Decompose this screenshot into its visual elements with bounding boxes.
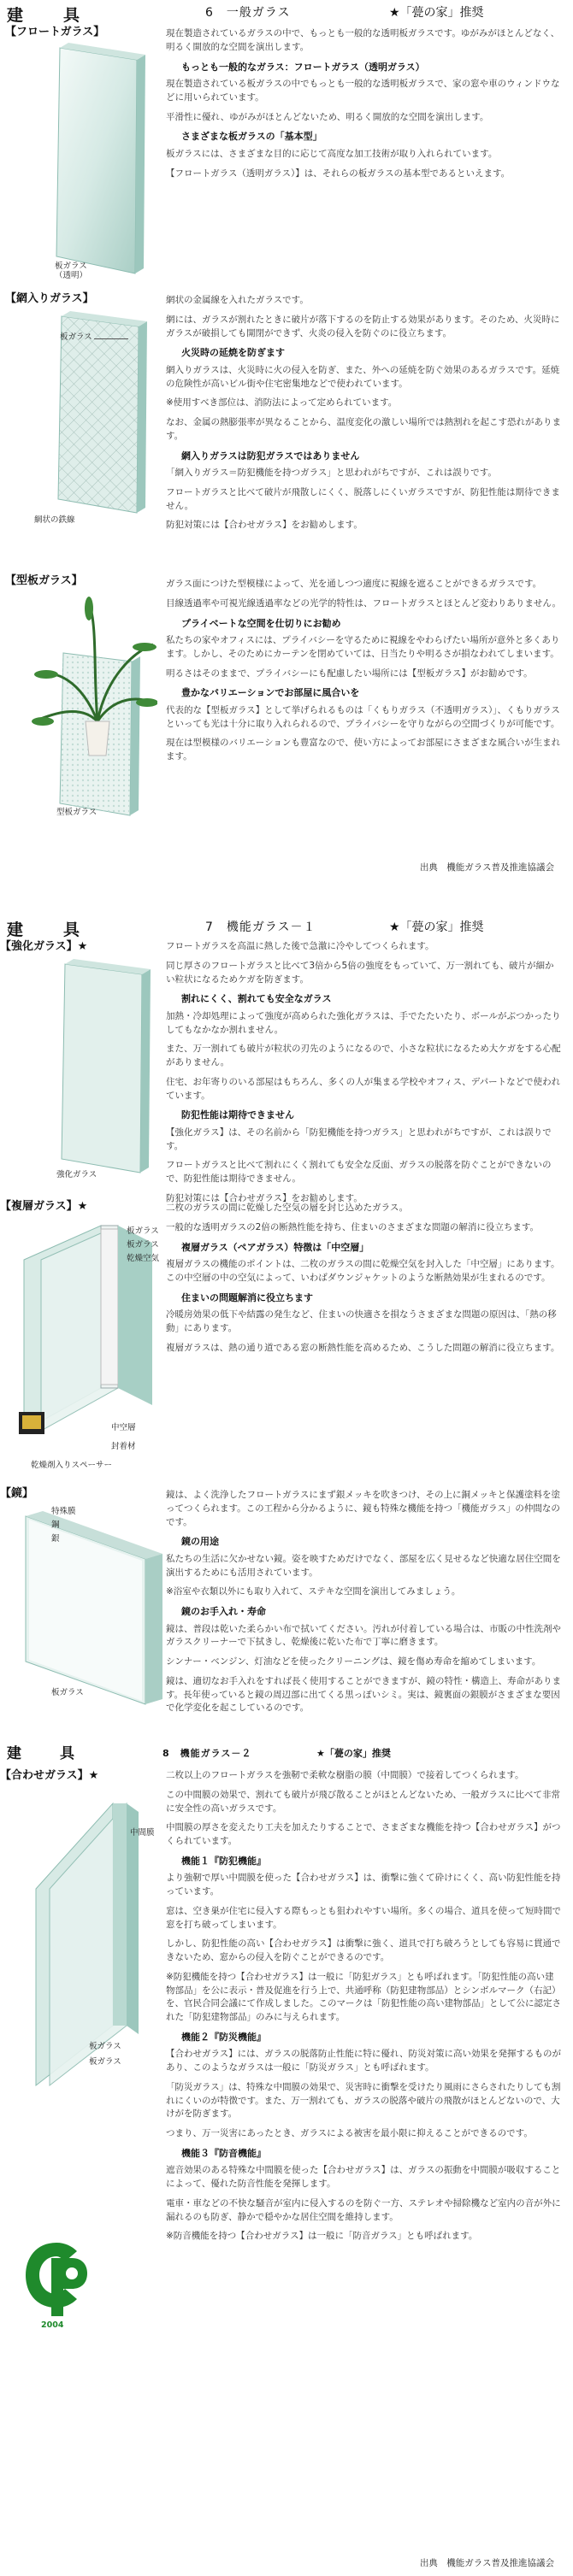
patterned-glass-text: [166, 578, 561, 770]
paragraph: 二枚以上のフロートガラスを強靭で柔軟な樹脂の膜（中間膜）で接着してつくられます。: [166, 1770, 524, 1780]
leader-line: [94, 338, 128, 339]
paragraph: 板ガラスには、さまざまな目的に応じて高度な加工技術が取り入れられています。: [166, 148, 498, 159]
tempered-glass-illustration: [31, 959, 159, 1181]
source-credit: 出典 機能ガラス普及推進協議会: [419, 862, 554, 873]
wired-glass-text: [166, 294, 561, 538]
side-air-layer: 中空層: [111, 1423, 136, 1432]
label-patterned-glass: 【型板ガラス】: [5, 574, 83, 587]
paragraph: 【強化ガラス】は、その名前から「防犯機能を持つガラス」と思われがちですが、これは誤りです。: [166, 1126, 552, 1151]
paragraph: 複層ガラスは、熱の通り道である窓の断熱性能を高めるため、こうした問題の解消に役立ちます。: [166, 1342, 560, 1353]
side-laminated-glass-a: 板ガラス: [89, 2042, 121, 2051]
label-float-glass: 【フロートガラス】: [5, 26, 105, 38]
subheading: 鏡の用途: [181, 1536, 219, 1548]
paragraph: 鏡は、適切なお手入れをすれば長く使用することができますが、鏡の特性・構造上、寿命があります。長年使っていると鏡の周辺部に出てくる黒っぽいシミ。実は、鏡裏面の銀膜がさまざまな要因で化学変化を起こしているのです。: [166, 1675, 561, 1714]
paragraph: 【フロートガラス（透明ガラス）】は、それらの板ガラスの基本型であるといえます。: [166, 168, 511, 179]
paragraph: 現在は型模様のバリエーションも豊富なので、使い方によってお部屋にさまざまな風合いが生まれます。: [166, 738, 561, 762]
paragraph: しかし、防犯性能の高い【合わせガラス】は衝撃に強く、道具で打ち破ろうとしても容易に貫通できないため、窓からの侵入を防ぐことができるのです。: [166, 1938, 561, 1962]
mirror-text: [166, 1489, 561, 1721]
paragraph: 網状の金属線を入れたガラスです。: [166, 295, 309, 305]
section-header: [0, 918, 573, 938]
recommend-tag: ★「甍の家」推奨: [389, 6, 484, 20]
subheading: もっとも一般的なガラス：フロートガラス（透明ガラス）: [181, 61, 425, 73]
paragraph: 窓は、空き巣が住宅に侵入する際もっとも狙われやすい場所。多くの場合、道具を使って短時間で窓を打ち破ってしまいます。: [166, 1905, 561, 1930]
float-glass-illustration: [34, 43, 154, 291]
paragraph: 住宅、お年寄りのいる部屋はもちろん、多くの人が集まる学校やオフィス、デパートなどで使われています。: [166, 1076, 561, 1101]
paragraph: シンナー・ベンジン、灯油などを使ったクリーニングは、鏡を傷め寿命を縮めてしまいます。: [166, 1656, 541, 1667]
paragraph: 鏡は、普段は乾いた柔らかい布で拭いてください。汚れが付着している場合は、市販の中性洗剤やガラスクリーナーで下拭きし、乾燥後に乾いた布で丁寧に磨きます。: [166, 1623, 561, 1648]
side-float-glass: 板ガラス （透明）: [55, 262, 88, 281]
paragraph: なお、金属の熱膨張率が異なることから、温度変化の激しい場所では熱割れを起こす恐れがあります。: [166, 417, 561, 441]
subheading: 鏡のお手入れ・寿命: [181, 1606, 266, 1617]
paragraph: ガラス面につけた型模様によって、光を通しつつ適度に視線を遮ることができるガラスです。: [166, 579, 542, 589]
paragraph: 冷暖房効果の低下や結露の発生など、住まいの快適さを損なうさまざまな問題の原因は、「熱の移動」にあります。: [166, 1309, 557, 1333]
recommend-tag: ★「甍の家」推奨: [316, 1748, 391, 1759]
paragraph: 【合わせガラス】には、ガラスの脱落防止性能に特に優れ、防災対策に高い効果を発揮するものがあり、このようなガラスは一般に「防災ガラス」とも呼ばれます。: [166, 2049, 561, 2073]
paragraph: ※防犯機能を持つ【合わせガラス】は一般に「防犯ガラス」とも呼ばれます。「防犯性能の高い建物部品」を公に表示・普及促進を行う上で、共通呼称（防犯建物部品）とシンボルマーク（右記）を、官民合同会議にて作成しました。このマークは「防犯性能の高い建物部品」として公に認定された「防犯建物部品」のみに与えられます。: [166, 1971, 561, 2022]
subheading: 網入りガラスは防犯ガラスではありません: [181, 450, 360, 462]
paragraph: 網には、ガラスが割れたときに破片が落下するのを防止する効果があります。そのため、火災時にガラスが破損しても開閉ができず、火炎の侵入を防ぐのに役立ちます。: [166, 314, 560, 338]
paragraph: 電車・車などの不快な騒音が室内に侵入するのを防ぐ一方、ステレオや掃除機など室内の音が外に漏れるのも防ぎ、静かで穏やかな居住空間を維持します。: [166, 2197, 561, 2222]
paragraph: 遮音効果のある特殊な中間膜を使った【合わせガラス】は、ガラスの振動を中間膜が吸収することによって、優れた防音性能を発揮します。: [166, 2165, 561, 2189]
paragraph: 「防災ガラス」は、特殊な中間膜の効果で、災害時に衝撃を受けたり風雨にさらされたりしても割れにくいのが特徴です。また、万一割れても、ガラスの脱落や破片の飛散がほとんどないので、大けがを防ぎます。: [166, 2081, 561, 2120]
label-double-glazing: 【複層ガラス】★: [0, 1200, 88, 1213]
section-header: [0, 1744, 573, 1764]
tempered-glass-text: [166, 940, 561, 1212]
section-title: 6 一般ガラス: [205, 6, 291, 20]
subheading: 割れにくく、割れても安全なガラス: [181, 993, 332, 1005]
section-title: 7 機能ガラス－１: [205, 920, 316, 934]
label-tempered-glass: 【強化ガラス】★: [0, 940, 88, 953]
subheading: 複層ガラス（ペアガラス）特徴は「中空層」: [181, 1241, 369, 1253]
subheading: 機能２『防災機能』: [181, 2031, 266, 2043]
paragraph: フロートガラスを高温に熱した後で急激に冷やしてつくられます。: [166, 941, 434, 951]
side-special-film: 特殊膜: [51, 1507, 76, 1516]
subheading: さまざまな板ガラスの「基本型」: [181, 131, 322, 143]
paragraph: 網入りガラスは、火災時に火の侵入を防ぎ、また、外への延焼を防ぐ効果のあるガラスです。延焼の危険性が高いビル街や住宅密集地などで使われています。: [166, 364, 560, 389]
paragraph: ※使用すべき部位は、消防法によって定められています。: [166, 397, 398, 409]
side-double-glass-a: 板ガラス: [127, 1226, 159, 1236]
side-interlayer: 中間膜: [130, 1828, 155, 1838]
subheading: 豊かなバリエーションでお部屋に風合いを: [181, 687, 360, 699]
section-functional-glass-1: [0, 918, 573, 1714]
paragraph: 私たちの家やオフィスには、プライバシーを守るために視線をやわらげたい場所が意外と多くあります。しかし、そのためにカーテンを閉めていては、日当たりや明るさが損なわれてしまいます。: [166, 635, 560, 659]
paragraph: 二枚のガラスの間に乾燥した空気の層を封じ込めたガラス。: [166, 1203, 409, 1213]
section-functional-glass-2: [0, 1744, 573, 2568]
paragraph: 加熱・冷却処理によって強度が高められた強化ガラスは、手でたたいたり、ボールがぶつかったりしてもなかなか割れません。: [166, 1010, 561, 1035]
category-title: 建 具: [7, 1745, 86, 1762]
patterned-glass-illustration: [29, 593, 157, 824]
section-title: 8 機能ガラス－２: [162, 1748, 252, 1759]
source-credit: 出典 機能ガラス普及推進協議会: [419, 2558, 554, 2568]
paragraph: 一般的な透明ガラスの2倍の断熱性能を持ち、住まいのさまざまな問題の解消に役立ちます。: [166, 1221, 540, 1232]
paragraph: フロートガラスと比べて割れにくく割れても安全な反面、ガラスの脱落を防ぐことができないので、防犯性能は期待できません。: [166, 1160, 552, 1184]
paragraph: 「網入りガラス＝防犯機能を持つガラス」と思われがちですが、これは誤りです。: [166, 468, 497, 478]
paragraph: 防犯対策には【合わせガラス】をお勧めします。: [166, 520, 363, 531]
subheading: 住まいの問題解消に役立ちます: [181, 1291, 313, 1303]
laminated-glass-text: [166, 1769, 561, 2250]
paragraph: また、万一割れても破片が粒状の刃先のようになるので、小さな粒状になるため大ケガをする心配がありません。: [166, 1044, 561, 1067]
side-wire-mesh: 網状の鉄線: [34, 515, 75, 525]
paragraph: 目線透過率や可視光線透過率などの光学的特性は、フロートガラスとほとんど変わりありません。: [166, 597, 561, 609]
paragraph: つまり、万一災害にあったとき、ガラスによる被害を最小限に抑えることができるのです。: [166, 2128, 533, 2138]
label-mirror: 【鏡】: [0, 1487, 34, 1500]
side-dry-air: 乾燥空気: [127, 1254, 160, 1263]
side-sealant: 封着材: [111, 1442, 136, 1451]
mirror-illustration: [17, 1508, 162, 1713]
paragraph: フロートガラスと比べて破片が飛散しにくく、脱落しにくいガラスですが、防犯性能は期待できません。: [166, 486, 560, 511]
label-laminated-glass: 【合わせガラス】★: [0, 1769, 99, 1782]
paragraph: 私たちの生活に欠かせない鏡。姿を映すためだけでなく、部屋を広く見せるなど快適な居住空間を演出するためにも活用されています。: [166, 1553, 561, 1578]
paragraph: 現在製造されている板ガラスの中でもっとも一般的な透明板ガラスで、家の窓や車のウィンドウなどに用いられています。: [166, 79, 560, 103]
subheading: 機能１『防犯機能』: [181, 1855, 266, 1867]
side-double-glass-b: 板ガラス: [127, 1240, 159, 1250]
paragraph: 中間膜の厚さを変えたり工夫を加えたりすることで、さまざまな機能を持つ【合わせガラス】がつくられています。: [166, 1822, 561, 1846]
side-mirror-glass: 板ガラス: [51, 1688, 84, 1697]
float-glass-text: [166, 27, 561, 186]
subheading: 火災時の延焼を防ぎます: [181, 347, 285, 359]
recommend-tag: ★「甍の家」推奨: [389, 920, 484, 934]
wired-glass-illustration: [38, 311, 157, 525]
side-tempered-glass: 強化ガラス: [56, 1170, 97, 1179]
section-general-glass: [0, 3, 573, 873]
paragraph: より強靭で厚い中間膜を使った【合わせガラス】は、衝撃に強くて砕けにくく、高い防犯性能を持っています。: [166, 1873, 561, 1897]
paragraph: ※浴室や衣類以外にも取り入れて、ステキな空間を演出してみましょう。: [166, 1586, 461, 1597]
double-glazing-text: [166, 1202, 561, 1361]
paragraph: 明るさはそのままで、プライバシーにも配慮したい場所には【型板ガラス】がお勧めです。: [166, 668, 533, 679]
label-wired-glass: 【網入りガラス】: [5, 292, 94, 305]
side-patterned-glass: 型板ガラス: [56, 808, 97, 817]
side-wired-glass: 板ガラス: [60, 332, 92, 342]
paragraph: 同じ厚さのフロートガラスと比べて3倍から5倍の強度をもっていて、万一割れても、破片が細かい粒状になるためケガを防ぎます。: [166, 960, 554, 985]
side-spacer: 乾燥剤入りスペーサー: [31, 1461, 113, 1470]
paragraph: 鏡は、よく洗浄したフロートガラスにまず銀メッキを吹きつけ、その上に銅メッキと保護塗料を塗ってつくられます。この工程から分かるように、鏡も特殊な機能を持つ「機能ガラス」の仲間なのです。: [166, 1490, 560, 1527]
category-title: 建 具: [7, 920, 92, 939]
paragraph: 平滑性に優れ、ゆがみがほとんどないため、明るく開放的な空間を演出します。: [166, 111, 489, 122]
section-header: [0, 3, 573, 24]
side-silver: 銀: [51, 1534, 60, 1544]
category-title: 建 具: [7, 6, 92, 25]
mark-year: 2004: [41, 2320, 64, 2330]
subheading: プライベートな空間を仕切りにお勧め: [181, 617, 341, 629]
subheading: 機能３『防音機能』: [181, 2147, 266, 2159]
paragraph: ※防音機能を持つ【合わせガラス】は一般に「防音ガラス」とも呼ばれます。: [166, 2231, 478, 2242]
side-laminated-glass-b: 板ガラス: [89, 2057, 121, 2067]
paragraph: 代表的な【型板ガラス】として挙げられるものは「くもりガラス（不透明ガラス）」、くもりガラスといっても光は十分に取り入れられるので、プライバシーを守りながらの空間づくりが可能です。: [166, 704, 560, 729]
paragraph: 複層ガラスの機能のポイントは、二枚のガラスの間に乾燥空気を封入した「中空層」にあります。この中空層の中の空気によって、いわばダウンジャケットのような断熱効果が生まれるのです。: [166, 1259, 560, 1283]
side-copper: 鋼: [51, 1520, 60, 1530]
paragraph: 防犯対策には【合わせガラス】をお勧めします。: [166, 1192, 363, 1203]
subheading: 防犯性能は期待できません: [181, 1109, 294, 1121]
paragraph: この中間膜の効果で、割れても破片が飛び散ることがほとんどないため、一般ガラスに比べて非常に安全性の高いガラスです。: [166, 1789, 561, 1814]
paragraph: 現在製造されているガラスの中で、もっとも一般的な透明板ガラスです。ゆがみがほとんどなく、明るく開放的な空間を演出します。: [166, 28, 560, 52]
